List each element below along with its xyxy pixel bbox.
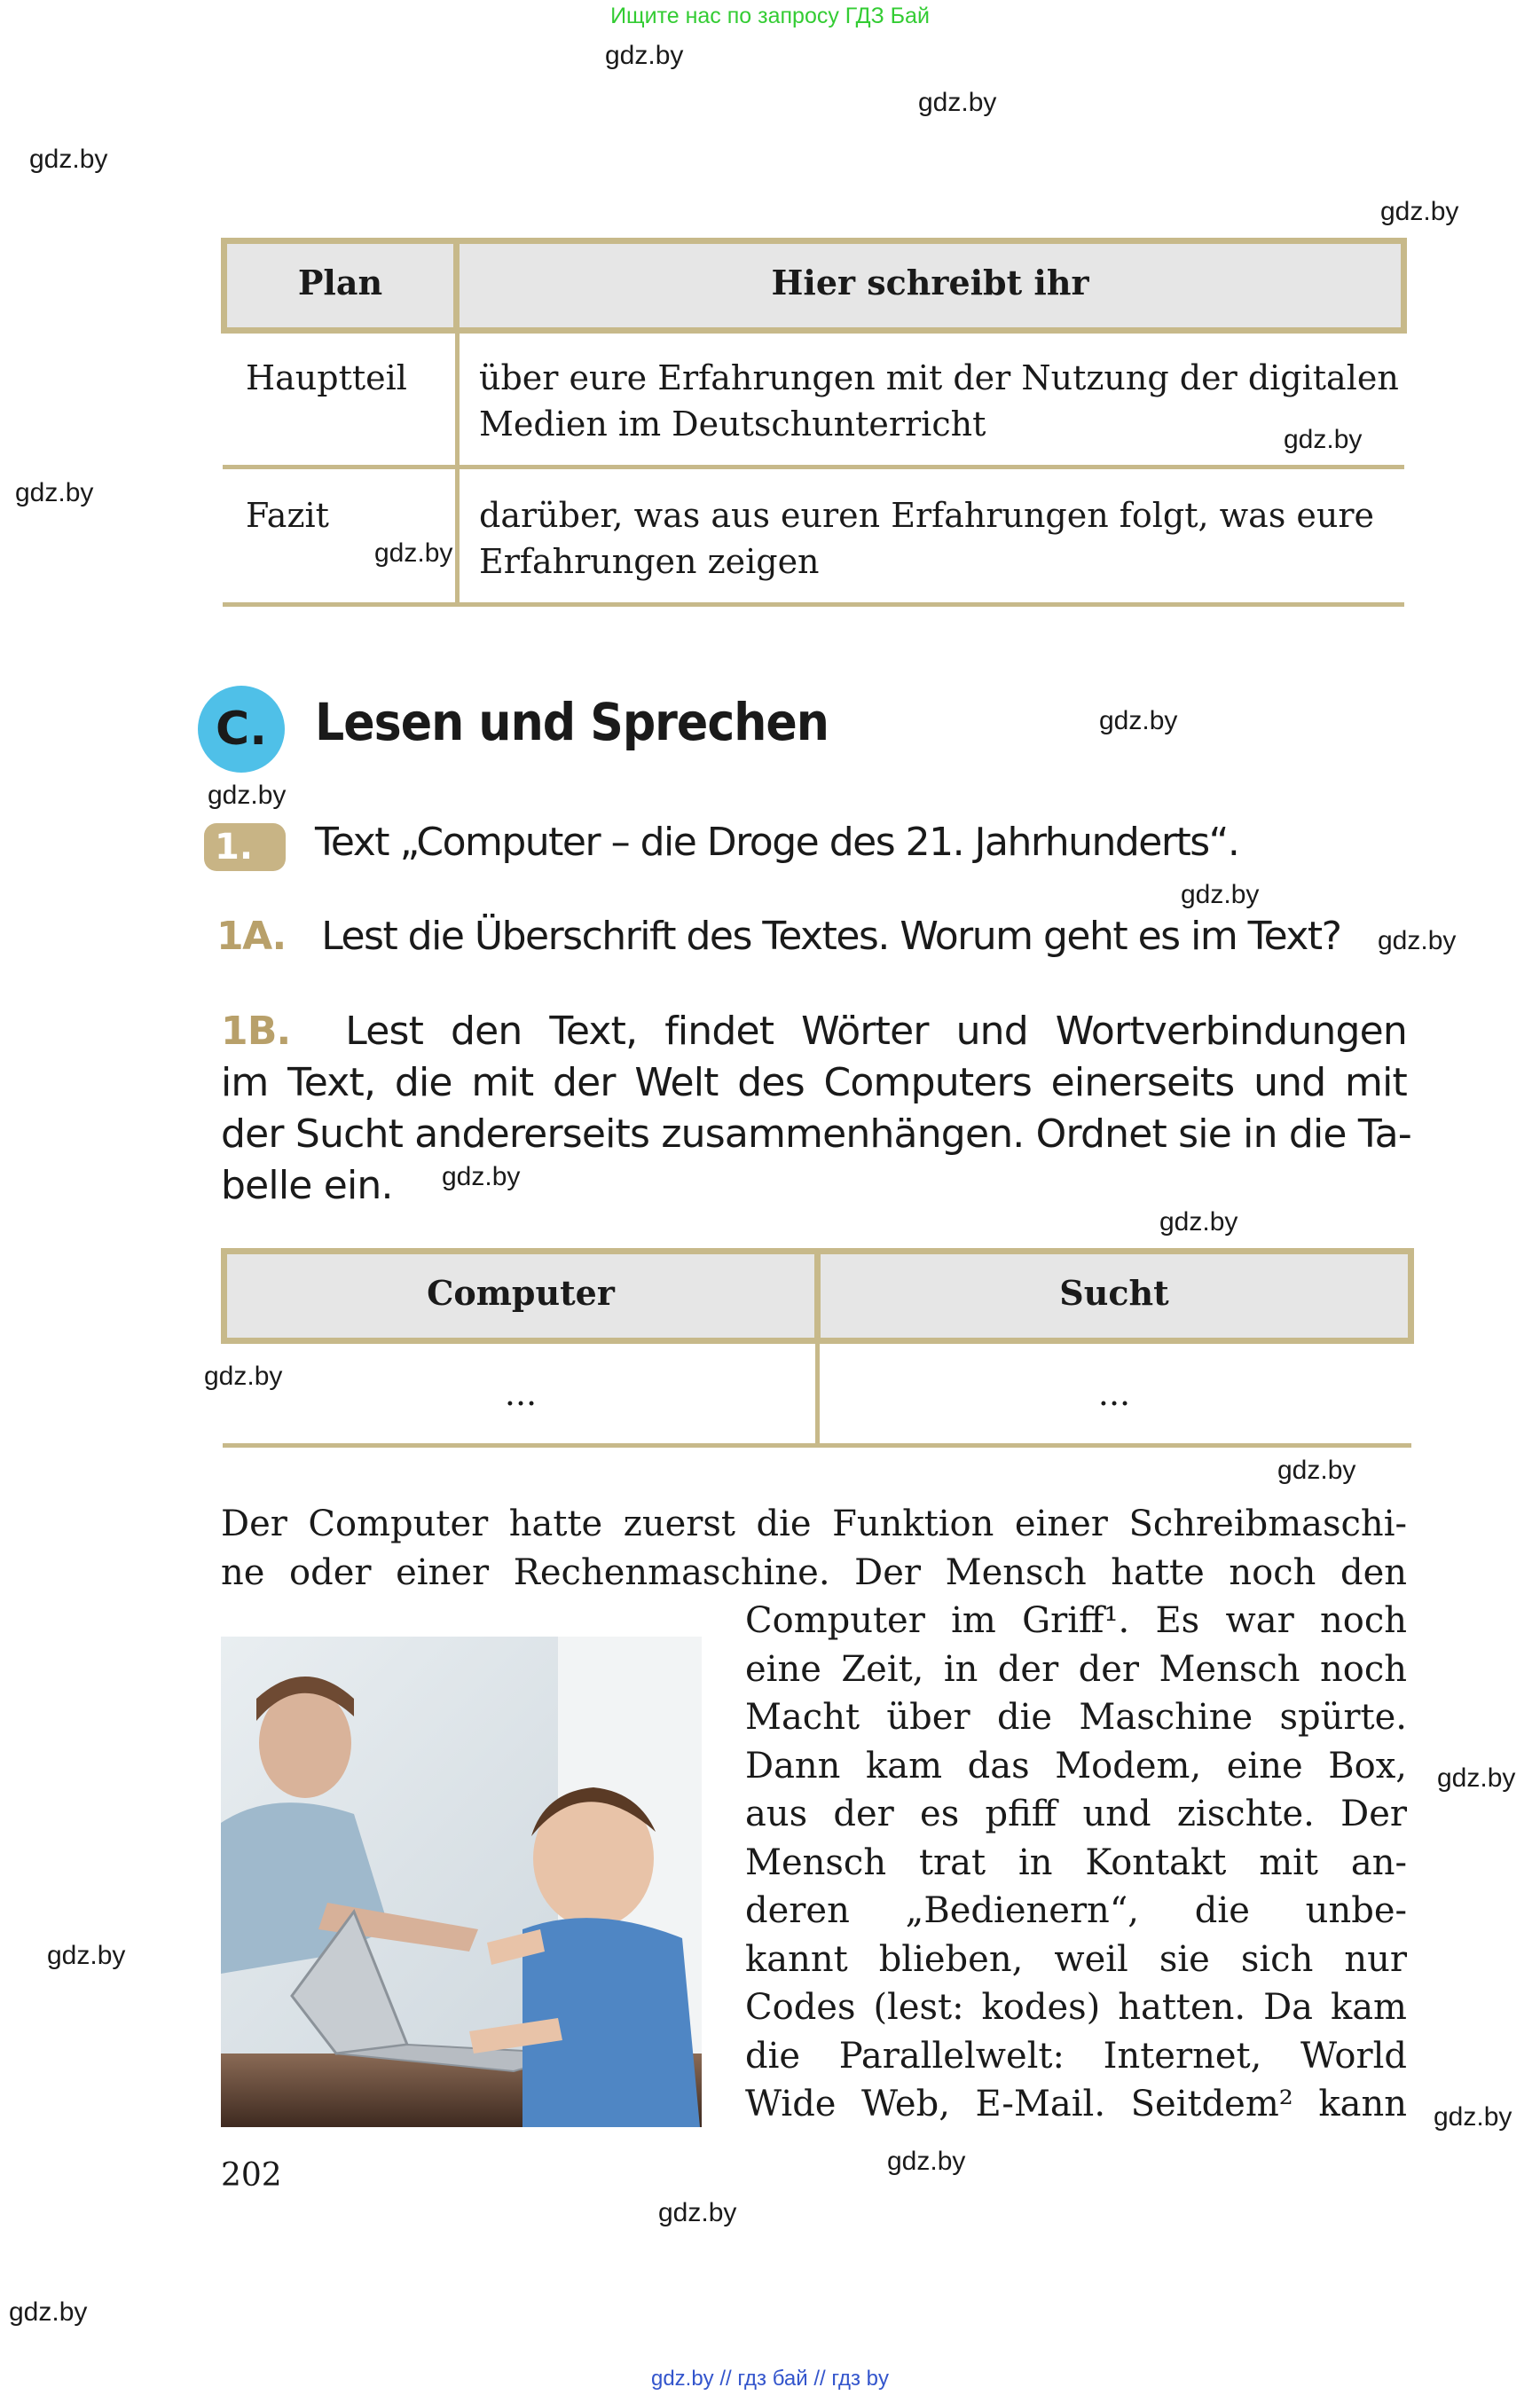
sort-table-header-sucht: Sucht <box>1059 1273 1169 1313</box>
text-line: Erfahrungen zeigen <box>479 542 820 581</box>
text-line: aus der es pfiff und zischte. Der <box>745 1794 1407 1834</box>
text-line: Wide Web, E-Mail. Seitdem² kann <box>745 2084 1407 2124</box>
table-divider <box>815 1344 820 1447</box>
table-divider <box>455 334 460 607</box>
table-row-divider <box>223 602 1404 607</box>
plan-cell: Fazit <box>246 496 329 535</box>
watermark: gdz.by <box>1159 1207 1238 1237</box>
watermark: gdz.by <box>374 538 453 568</box>
task1b-line-text: Lest den Text, findet Wörter und Wortverbindungen <box>345 1009 1407 1054</box>
table-row-divider <box>223 465 1404 469</box>
task-label: 1A. <box>216 914 286 959</box>
watermark: gdz.by <box>1181 880 1260 909</box>
text-line: kannt blieben, weil sie sich nur <box>745 1938 1407 1980</box>
sort-cell-computer: ... <box>504 1374 538 1413</box>
task1b-line: belle ein. <box>221 1163 393 1208</box>
table-divider <box>814 1248 821 1344</box>
watermark: gdz.by <box>918 88 997 117</box>
section-letter-badge: C. <box>198 686 285 773</box>
plan-table-header-text: Hier schreibt ihr <box>771 263 1089 302</box>
watermark: gdz.by <box>204 1362 283 1391</box>
watermark: gdz.by <box>29 145 108 174</box>
watermark: gdz.by <box>1277 1456 1356 1485</box>
page-number: 202 <box>221 2157 282 2194</box>
watermark: gdz.by <box>15 478 94 507</box>
watermark: gdz.by <box>1099 706 1178 735</box>
sort-table-header-computer: Computer <box>427 1273 615 1313</box>
watermark: gdz.by <box>442 1162 521 1191</box>
text-line: Codes (lest: kodes) hatten. Da kam <box>745 1987 1407 2028</box>
text-line: Computer im Griff¹. Es war noch <box>745 1600 1407 1641</box>
task-number-badge: 1. <box>204 823 286 871</box>
table-row-divider <box>223 1443 1411 1448</box>
watermark: gdz.by <box>1434 2102 1512 2132</box>
task-label: 1B. <box>221 1009 291 1054</box>
text-line: Macht über die Maschine spürte. <box>745 1697 1407 1738</box>
watermark: gdz.by <box>1284 425 1363 454</box>
watermark: gdz.by <box>887 2147 966 2176</box>
watermark: gdz.by <box>1380 197 1459 226</box>
watermark: gdz.by <box>208 781 287 810</box>
task1b-line: der Sucht andererseits zusammenhängen. Ordnet sie in die Ta- <box>221 1111 1411 1157</box>
watermark: gdz.by <box>658 2198 737 2227</box>
text-line: über eure Erfahrungen mit der Nutzung der digitalen <box>479 358 1399 397</box>
photo-man-pulling-boy-from-laptop <box>221 1637 702 2127</box>
text-line: Der Computer hatte zuerst die Funktion einer Schreibmaschi- <box>221 1504 1407 1544</box>
text-line: ne oder einer Rechenmaschine. Der Mensch hatte noch den <box>221 1551 1407 1593</box>
search-hint: Ищите нас по запросу ГДЗ Бай <box>610 4 930 28</box>
watermark: gdz.by <box>605 41 684 70</box>
task1a <box>216 914 1341 959</box>
text-line: deren „Bedienern“, die unbe- <box>745 1890 1407 1931</box>
task1-text: Text „Computer – die Droge des 21. Jahrhunderts“. <box>315 820 1239 865</box>
section-title: Lesen und Sprechen <box>315 692 829 752</box>
text-line: Dann kam das Modem, eine Box, <box>745 1745 1407 1787</box>
task1b-line: im Text, die mit der Welt des Computers einerseits und mit <box>221 1060 1407 1105</box>
task1b <box>221 1006 1411 1212</box>
watermark: gdz.by <box>1378 926 1457 955</box>
text-line: eine Zeit, in der der Mensch noch <box>745 1648 1407 1690</box>
plan-cell: Hauptteil <box>246 358 407 397</box>
reading-text-wrapped <box>745 1597 1407 2129</box>
text-line: Mensch trat in Kontakt mit an- <box>745 1842 1407 1883</box>
text-cell <box>479 355 1399 447</box>
watermark: gdz.by <box>9 2297 88 2327</box>
reading-text-top <box>221 1500 1407 1597</box>
footer-links[interactable]: gdz.by // гдз бай // гдз by <box>650 2367 890 2391</box>
text-cell <box>479 492 1374 585</box>
text-line: die Parallelwelt: Internet, World <box>745 2035 1407 2077</box>
task1a-text: Lest die Überschrift des Textes. Worum geht es im Text? <box>321 914 1341 959</box>
watermark: gdz.by <box>47 1941 126 1970</box>
task1b-line <box>221 1006 1407 1057</box>
sort-cell-sucht: ... <box>1097 1374 1131 1413</box>
plan-table-header-plan: Plan <box>297 263 383 302</box>
table-divider <box>453 238 460 334</box>
text-line: Medien im Deutschunterricht <box>479 404 986 444</box>
text-line: darüber, was aus euren Erfahrungen folgt, was eure <box>479 496 1375 535</box>
watermark: gdz.by <box>1437 1763 1516 1793</box>
